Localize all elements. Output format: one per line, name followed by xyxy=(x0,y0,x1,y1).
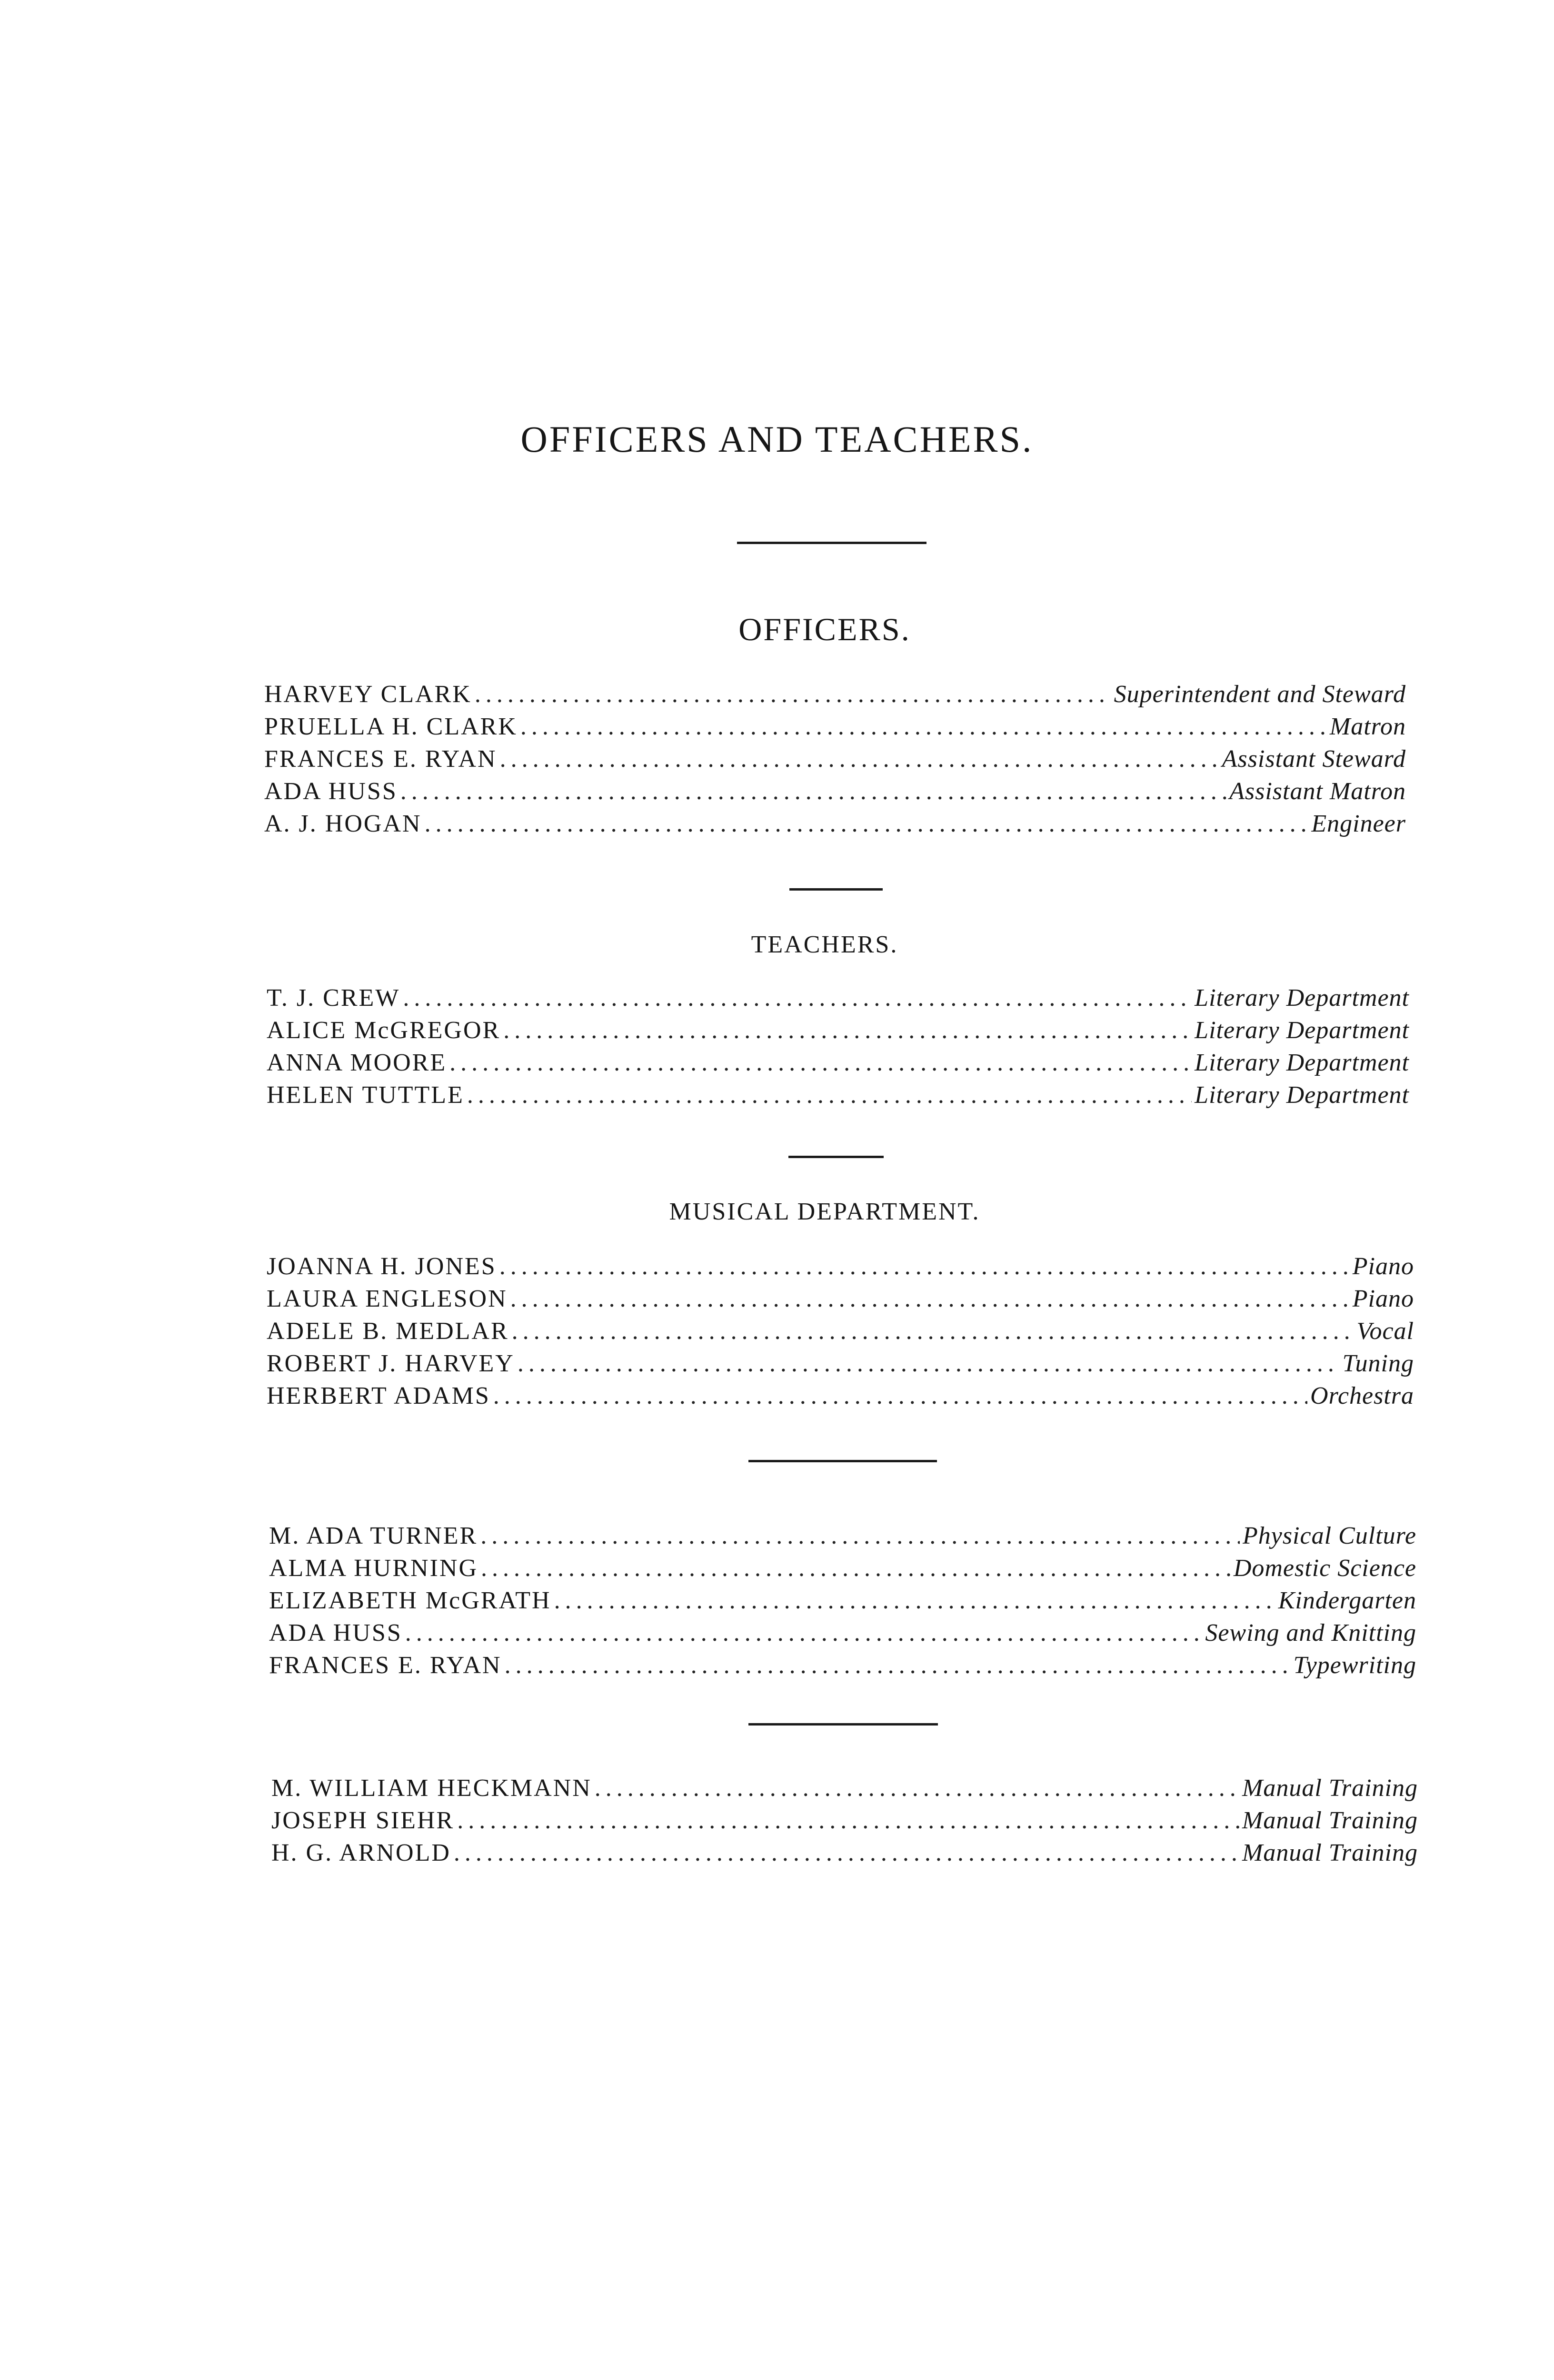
divider-rule xyxy=(788,1156,884,1158)
dot-leader xyxy=(457,1805,1239,1837)
staff-name: A. J. HOGAN xyxy=(264,810,422,837)
dot-leader xyxy=(505,1649,1291,1682)
teachers-list xyxy=(267,982,1409,1111)
dot-leader xyxy=(510,1283,1350,1315)
staff-role: Assistant Matron xyxy=(1229,778,1406,805)
dot-leader xyxy=(425,808,1309,840)
dot-leader xyxy=(475,678,1111,711)
staff-name: JOANNA H. JONES xyxy=(267,1253,497,1280)
dot-leader xyxy=(403,982,1192,1014)
officers-list xyxy=(264,678,1406,840)
teachers-heading: TEACHERS. xyxy=(751,931,898,958)
staff-name: ALICE McGREGOR xyxy=(267,1017,501,1044)
dot-leader xyxy=(499,1250,1350,1283)
dot-leader xyxy=(503,1014,1192,1047)
staff-entry xyxy=(269,1520,1416,1552)
staff-role: Manual Training xyxy=(1242,1839,1418,1866)
staff-entry xyxy=(271,1805,1418,1837)
staff-role: Vocal xyxy=(1356,1318,1414,1345)
staff-entry xyxy=(264,808,1406,840)
staff-entry xyxy=(267,1283,1414,1315)
staff-name: ALMA HURNING xyxy=(269,1555,478,1582)
staff-entry xyxy=(267,982,1409,1014)
staff-name: ANNA MOORE xyxy=(267,1049,447,1076)
staff-name: M. WILLIAM HECKMANN xyxy=(271,1775,592,1802)
divider-rule xyxy=(748,1723,938,1726)
divider-rule xyxy=(748,1460,937,1462)
staff-entry xyxy=(267,1315,1414,1348)
staff-role: Kindergarten xyxy=(1278,1587,1416,1614)
staff-entry xyxy=(271,1772,1418,1805)
dot-leader xyxy=(449,1047,1192,1079)
staff-name: FRANCES E. RYAN xyxy=(264,745,497,773)
staff-name: HERBERT ADAMS xyxy=(267,1382,490,1409)
dot-leader xyxy=(554,1585,1275,1617)
dot-leader xyxy=(595,1772,1239,1805)
staff-role: Literary Department xyxy=(1195,1049,1409,1076)
staff-name: ROBERT J. HARVEY xyxy=(267,1350,515,1377)
staff-name: HELEN TUTTLE xyxy=(267,1081,464,1109)
staff-entry xyxy=(269,1585,1416,1617)
musical-department-heading: MUSICAL DEPARTMENT. xyxy=(669,1198,980,1225)
staff-name: M. ADA TURNER xyxy=(269,1522,478,1549)
staff-role: Orchestra xyxy=(1310,1382,1414,1409)
manual-training-list xyxy=(271,1772,1418,1869)
staff-entry xyxy=(264,678,1406,711)
staff-role: Manual Training xyxy=(1242,1775,1418,1802)
staff-role: Literary Department xyxy=(1195,1017,1409,1044)
staff-role: Matron xyxy=(1329,713,1406,740)
staff-entry xyxy=(267,1348,1414,1380)
special-subjects-list xyxy=(269,1520,1416,1682)
dot-leader xyxy=(518,1348,1340,1380)
dot-leader xyxy=(405,1617,1203,1649)
staff-role: Engineer xyxy=(1311,810,1406,837)
staff-entry xyxy=(269,1649,1416,1682)
staff-role: Domestic Science xyxy=(1233,1555,1416,1582)
dot-leader xyxy=(454,1837,1239,1869)
staff-role: Superintendent and Steward xyxy=(1114,681,1406,708)
staff-role: Typewriting xyxy=(1293,1652,1416,1679)
staff-name: H. G. ARNOLD xyxy=(271,1839,451,1866)
divider-rule xyxy=(737,542,926,544)
staff-entry xyxy=(267,1047,1409,1079)
staff-name: ELIZABETH McGRATH xyxy=(269,1587,551,1614)
dot-leader xyxy=(480,1520,1240,1552)
staff-name: LAURA ENGLESON xyxy=(267,1285,508,1312)
staff-entry xyxy=(269,1617,1416,1649)
staff-role: Manual Training xyxy=(1242,1807,1418,1834)
staff-role: Literary Department xyxy=(1195,984,1409,1012)
dot-leader xyxy=(467,1079,1192,1111)
staff-entry xyxy=(267,1380,1414,1412)
dot-leader xyxy=(512,1315,1354,1348)
staff-name: JOSEPH SIEHR xyxy=(271,1807,455,1834)
staff-role: Literary Department xyxy=(1195,1081,1409,1109)
staff-name: HARVEY CLARK xyxy=(264,681,472,708)
staff-role: Piano xyxy=(1352,1253,1414,1280)
dot-leader xyxy=(520,711,1327,743)
staff-entry xyxy=(264,743,1406,775)
staff-name: FRANCES E. RYAN xyxy=(269,1652,502,1679)
staff-name: T. J. CREW xyxy=(267,984,400,1012)
staff-name: PRUELLA H. CLARK xyxy=(264,713,518,740)
staff-role: Piano xyxy=(1352,1285,1414,1312)
officers-heading: OFFICERS. xyxy=(738,611,911,647)
staff-role: Assistant Steward xyxy=(1222,745,1406,773)
staff-role: Sewing and Knitting xyxy=(1205,1619,1416,1646)
staff-name: ADELE B. MEDLAR xyxy=(267,1318,509,1345)
staff-entry xyxy=(267,1250,1414,1283)
dot-leader xyxy=(481,1552,1231,1585)
staff-role: Physical Culture xyxy=(1242,1522,1416,1549)
staff-entry xyxy=(271,1837,1418,1869)
staff-entry xyxy=(269,1552,1416,1585)
staff-entry xyxy=(267,1014,1409,1047)
divider-rule xyxy=(789,888,883,891)
page-title: OFFICERS AND TEACHERS. xyxy=(520,418,1034,460)
dot-leader xyxy=(500,743,1219,775)
staff-entry xyxy=(267,1079,1409,1111)
dot-leader xyxy=(493,1380,1307,1412)
staff-role: Tuning xyxy=(1342,1350,1414,1377)
staff-entry xyxy=(264,775,1406,808)
staff-name: ADA HUSS xyxy=(264,778,398,805)
dot-leader xyxy=(400,775,1226,808)
staff-entry xyxy=(264,711,1406,743)
musical-department-list xyxy=(267,1250,1414,1412)
staff-name: ADA HUSS xyxy=(269,1619,402,1646)
